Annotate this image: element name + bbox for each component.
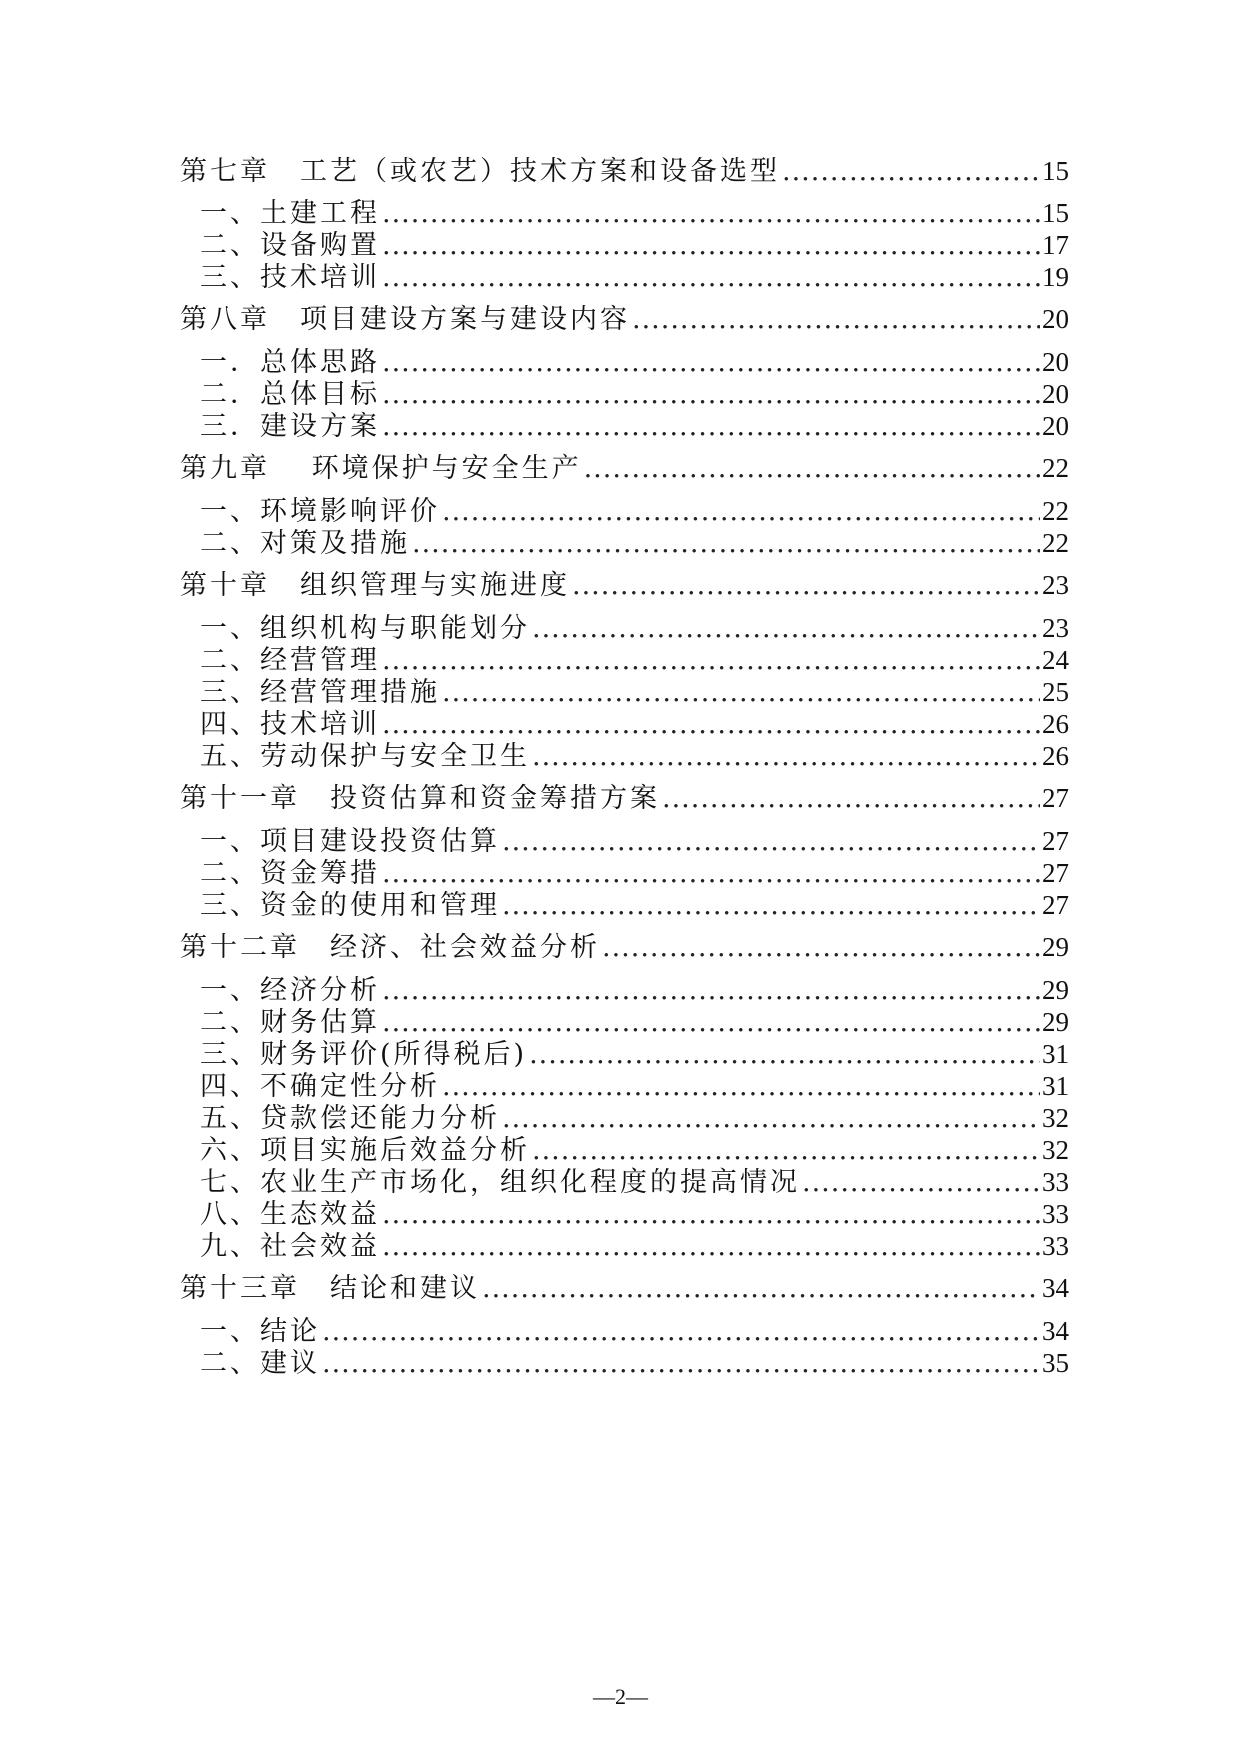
toc-entry-title: 第七章 工艺（或农艺）技术方案和设备选型 <box>180 156 780 187</box>
toc-entry-title: 三、财务评价(所得税后) <box>200 1039 528 1070</box>
toc-dot-leader <box>382 259 1040 297</box>
toc-entry-page-number: 27 <box>1042 826 1069 856</box>
toc-entry-title: 第十章 组织管理与实施进度 <box>180 570 570 601</box>
toc-section-entry[interactable] <box>200 737 1069 775</box>
toc-entry-page-number: 34 <box>1042 1316 1069 1346</box>
toc-entry-page-number: 24 <box>1042 645 1069 675</box>
toc-entry-page-number: 29 <box>1042 975 1069 1005</box>
toc-entry-title: 三、技术培训 <box>200 262 380 293</box>
toc-dot-leader <box>662 780 1040 818</box>
toc-section-entry[interactable] <box>200 1227 1069 1265</box>
toc-entry-page-number: 23 <box>1042 570 1069 600</box>
toc-entry-page-number: 26 <box>1042 709 1069 739</box>
toc-entry-page-number: 20 <box>1042 411 1069 441</box>
toc-entry-page-number: 31 <box>1042 1071 1069 1101</box>
toc-entry-title: 第十一章 投资估算和资金筹措方案 <box>180 783 660 814</box>
toc-entry-title: 三、资金的使用和管理 <box>200 890 500 921</box>
toc-entry-title: 一、组织机构与职能划分 <box>200 613 530 644</box>
toc-entry-page-number: 20 <box>1042 347 1069 377</box>
toc-chapter-entry[interactable] <box>180 566 1069 604</box>
toc-entry-title: 六、项目实施后效益分析 <box>200 1135 530 1166</box>
toc-entry-page-number: 31 <box>1042 1039 1069 1069</box>
toc-entry-page-number: 15 <box>1042 156 1069 186</box>
toc-entry-page-number: 27 <box>1042 783 1069 813</box>
toc-dot-leader <box>572 567 1040 605</box>
toc-entry-page-number: 15 <box>1042 198 1069 228</box>
toc-entry-page-number: 27 <box>1042 890 1069 920</box>
toc-dot-leader <box>584 450 1040 488</box>
toc-entry-title: 五、劳动保护与安全卫生 <box>200 741 530 772</box>
toc-dot-leader <box>532 738 1040 776</box>
toc-entry-page-number: 35 <box>1042 1348 1069 1378</box>
toc-dot-leader <box>502 887 1040 925</box>
toc-entry-title: 一、项目建设投资估算 <box>200 826 500 857</box>
toc-entry-title: 九、社会效益 <box>200 1231 380 1262</box>
toc-entry-title: 三、经营管理措施 <box>200 677 440 708</box>
toc-entry-title: 一、土建工程 <box>200 198 380 229</box>
toc-chapter-entry[interactable] <box>180 1269 1069 1307</box>
toc-entry-page-number: 25 <box>1042 677 1069 707</box>
toc-entry-page-number: 26 <box>1042 741 1069 771</box>
toc-entry-page-number: 27 <box>1042 858 1069 888</box>
toc-entry-page-number: 22 <box>1042 496 1069 526</box>
toc-section-entry[interactable] <box>200 407 1069 445</box>
toc-entry-title: 第十二章 经济、社会效益分析 <box>180 932 600 963</box>
toc-entry-page-number: 22 <box>1042 453 1069 483</box>
toc-chapter-entry[interactable] <box>180 300 1069 338</box>
toc-entry-title: 四、技术培训 <box>200 709 380 740</box>
toc-entry-title: 第九章 环境保护与安全生产 <box>180 453 582 484</box>
toc-section-entry[interactable] <box>200 524 1069 562</box>
toc-entry-page-number: 22 <box>1042 528 1069 558</box>
toc-entry-page-number: 32 <box>1042 1103 1069 1133</box>
toc-entry-title: 二、设备购置 <box>200 230 380 261</box>
toc-dot-leader <box>632 301 1040 339</box>
toc-entry-page-number: 33 <box>1042 1231 1069 1261</box>
toc-chapter-entry[interactable] <box>180 928 1069 966</box>
toc-entry-page-number: 19 <box>1042 262 1069 292</box>
toc-entry-title: 五、贷款偿还能力分析 <box>200 1103 500 1134</box>
toc-entry-page-number: 23 <box>1042 613 1069 643</box>
toc-entry-page-number: 33 <box>1042 1167 1069 1197</box>
toc-entry-page-number: 33 <box>1042 1199 1069 1229</box>
toc-entry-title: 一、结论 <box>200 1316 320 1347</box>
toc-entry-title: 二、经营管理 <box>200 645 380 676</box>
toc-dot-leader <box>482 1270 1040 1308</box>
toc-section-entry[interactable] <box>200 886 1069 924</box>
toc-dot-leader <box>412 525 1040 563</box>
toc-dot-leader <box>782 153 1040 191</box>
toc-entry-page-number: 34 <box>1042 1273 1069 1303</box>
toc-entry-title: 七、农业生产市场化，组织化程度的提高情况 <box>200 1167 800 1198</box>
toc-entry-title: 四、不确定性分析 <box>200 1071 440 1102</box>
toc-entry-title: 八、生态效益 <box>200 1199 380 1230</box>
toc-dot-leader <box>602 929 1040 967</box>
toc-chapter-entry[interactable] <box>180 449 1069 487</box>
toc-entry-title: 第八章 项目建设方案与建设内容 <box>180 304 630 335</box>
toc-entry-page-number: 20 <box>1042 379 1069 409</box>
toc-entry-page-number: 20 <box>1042 304 1069 334</box>
toc-entry-page-number: 17 <box>1042 230 1069 260</box>
toc-entry-title: 二、建议 <box>200 1348 320 1379</box>
toc-section-entry[interactable] <box>200 1344 1069 1382</box>
toc-dot-leader <box>322 1345 1040 1383</box>
page-number: —2— <box>593 1684 648 1709</box>
toc-dot-leader <box>382 1228 1040 1266</box>
toc-entry-title: 一、经济分析 <box>200 975 380 1006</box>
toc-dot-leader <box>382 408 1040 446</box>
toc-entry-title: 二、资金筹措 <box>200 858 380 889</box>
toc-chapter-entry[interactable] <box>180 779 1069 817</box>
toc-entry-title: 二、对策及措施 <box>200 528 410 559</box>
toc-entry-page-number: 29 <box>1042 932 1069 962</box>
toc-entry-title: 二、财务估算 <box>200 1007 380 1038</box>
toc-entry-title: 三．建设方案 <box>200 411 380 442</box>
toc-entry-title: 第十三章 结论和建议 <box>180 1273 480 1304</box>
toc-entry-page-number: 32 <box>1042 1135 1069 1165</box>
toc-entry-title: 一、环境影响评价 <box>200 496 440 527</box>
toc-chapter-entry[interactable] <box>180 152 1069 190</box>
toc-section-entry[interactable] <box>200 258 1069 296</box>
toc-entry-title: 一．总体思路 <box>200 347 380 378</box>
toc-entry-title: 二．总体目标 <box>200 379 380 410</box>
toc-entry-page-number: 29 <box>1042 1007 1069 1037</box>
